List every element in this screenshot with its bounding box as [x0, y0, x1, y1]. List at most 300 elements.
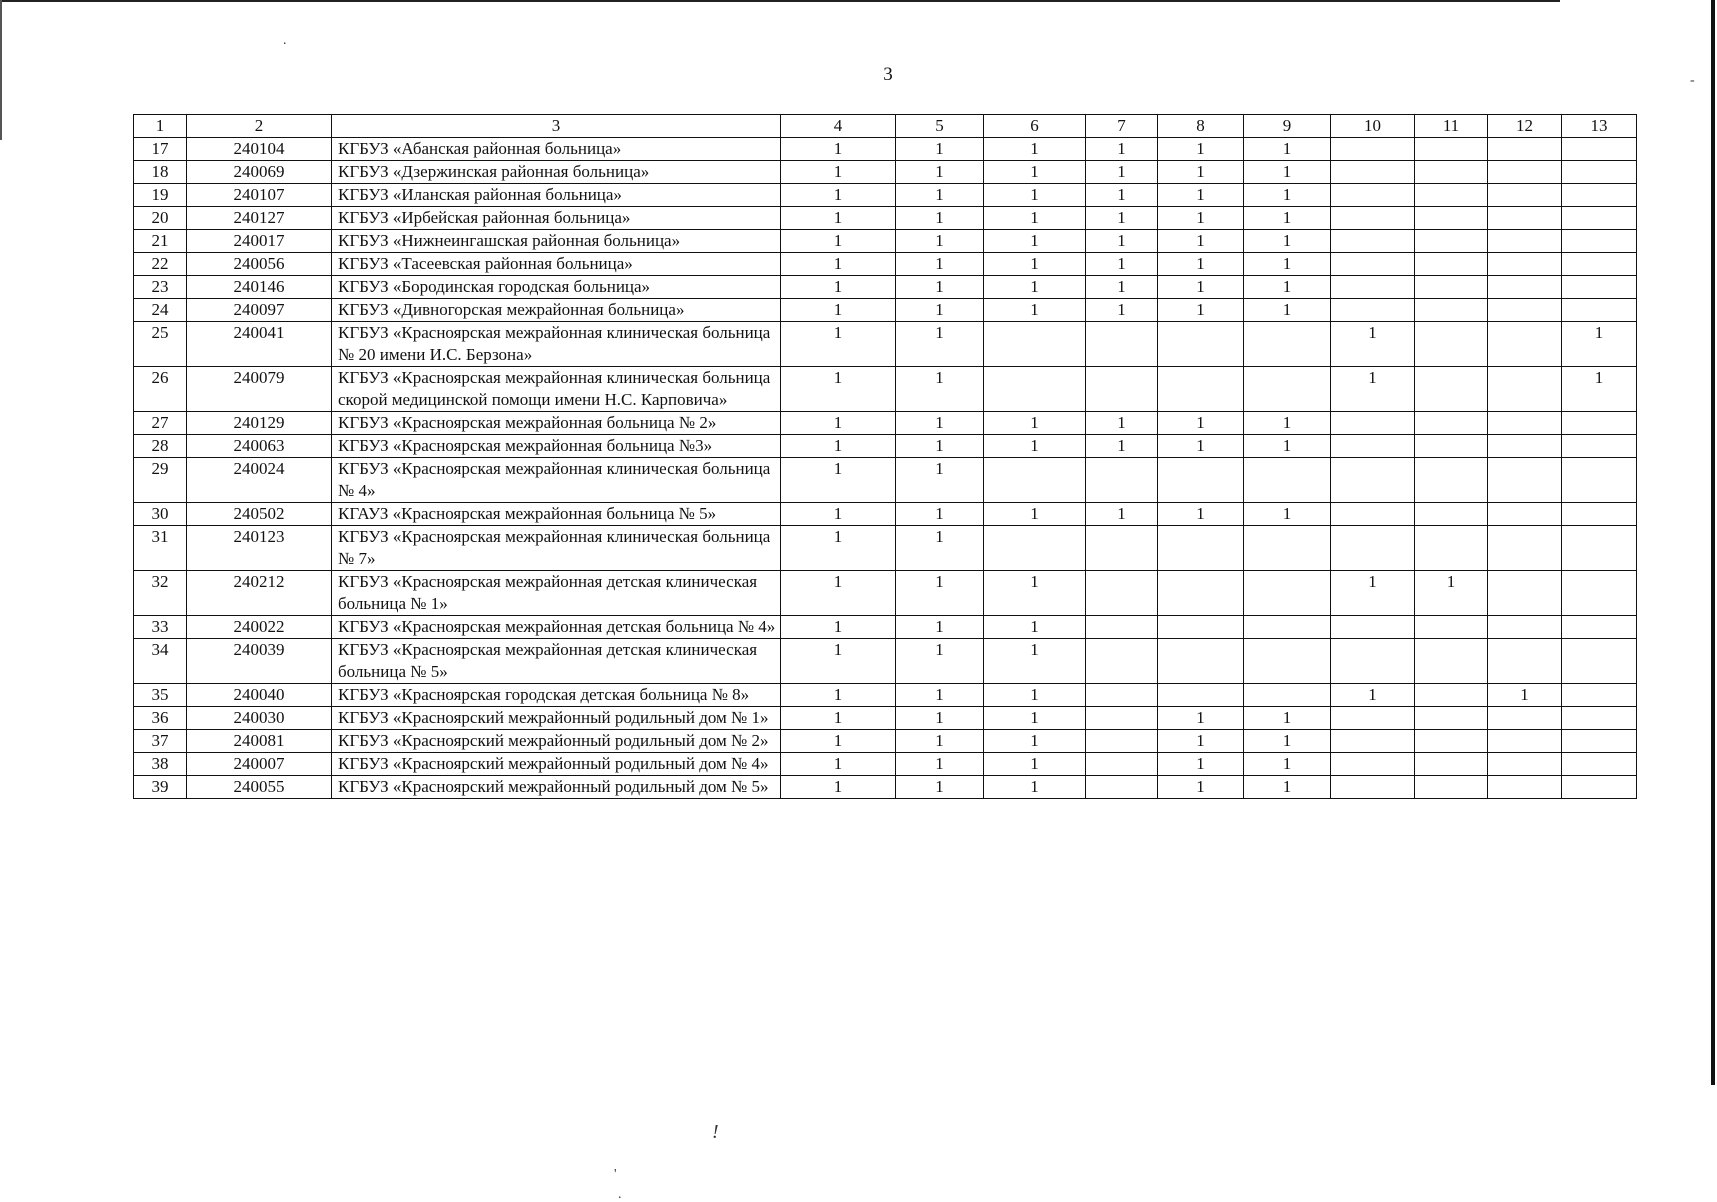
row-number-cell: 19: [134, 184, 187, 207]
value-cell-col-6: 1: [984, 184, 1086, 207]
organization-name-cell: КГБУЗ «Красноярский межрайонный родильный дом № 5»: [332, 776, 781, 799]
row-number-cell: 26: [134, 367, 187, 412]
organization-name-cell: КГБУЗ «Красноярская межрайонная больница №3»: [332, 435, 781, 458]
value-cell-col-11: [1415, 184, 1488, 207]
row-number-cell: 28: [134, 435, 187, 458]
row-number-cell: 36: [134, 707, 187, 730]
value-cell-col-10: 1: [1331, 571, 1415, 616]
row-number-cell: 34: [134, 639, 187, 684]
code-cell: 240097: [187, 299, 332, 322]
value-cell-col-7: 1: [1086, 503, 1158, 526]
table-row: [134, 367, 1637, 412]
value-cell-col-10: [1331, 458, 1415, 503]
organization-name-cell: КГБУЗ «Иланская районная больница»: [332, 184, 781, 207]
stray-mark: -: [1690, 73, 1695, 88]
organization-name-cell: КГБУЗ «Нижнеингашская районная больница»: [332, 230, 781, 253]
organization-name-cell: КГБУЗ «Красноярская межрайонная клиническая больница скорой медицинской помощи имени Н.С. Карповича»: [332, 367, 781, 412]
value-cell-col-4: 1: [781, 707, 896, 730]
value-cell-col-11: [1415, 526, 1488, 571]
header-cell: 2: [187, 115, 332, 138]
table-row: [134, 753, 1637, 776]
value-cell-col-12: [1488, 776, 1562, 799]
value-cell-col-6: 1: [984, 616, 1086, 639]
organization-name-cell: КГБУЗ «Ирбейская районная больница»: [332, 207, 781, 230]
value-cell-col-7: [1086, 458, 1158, 503]
value-cell-col-7: 1: [1086, 207, 1158, 230]
value-cell-col-11: [1415, 730, 1488, 753]
value-cell-col-8: 1: [1158, 138, 1244, 161]
value-cell-col-5: 1: [896, 412, 984, 435]
header-row: [134, 115, 1637, 138]
value-cell-col-12: [1488, 367, 1562, 412]
value-cell-col-4: 1: [781, 684, 896, 707]
row-number-cell: 25: [134, 322, 187, 367]
value-cell-col-9: [1244, 367, 1331, 412]
table-row: [134, 571, 1637, 616]
value-cell-col-10: [1331, 184, 1415, 207]
value-cell-col-5: 1: [896, 322, 984, 367]
value-cell-col-10: [1331, 138, 1415, 161]
value-cell-col-7: 1: [1086, 253, 1158, 276]
value-cell-col-4: 1: [781, 435, 896, 458]
organization-name-cell: КГАУЗ «Красноярская межрайонная больница № 5»: [332, 503, 781, 526]
value-cell-col-11: [1415, 639, 1488, 684]
value-cell-col-10: [1331, 526, 1415, 571]
value-cell-col-5: 1: [896, 458, 984, 503]
value-cell-col-6: 1: [984, 503, 1086, 526]
row-number-cell: 22: [134, 253, 187, 276]
code-cell: 240017: [187, 230, 332, 253]
value-cell-col-7: [1086, 571, 1158, 616]
value-cell-col-7: 1: [1086, 184, 1158, 207]
value-cell-col-6: [984, 458, 1086, 503]
organization-name-cell: КГБУЗ «Бородинская городская больница»: [332, 276, 781, 299]
page-right-edge: [1711, 0, 1715, 1085]
row-number-cell: 18: [134, 161, 187, 184]
value-cell-col-7: 1: [1086, 161, 1158, 184]
value-cell-col-10: [1331, 730, 1415, 753]
value-cell-col-10: [1331, 161, 1415, 184]
organization-name-cell: КГБУЗ «Тасеевская районная больница»: [332, 253, 781, 276]
value-cell-col-5: 1: [896, 503, 984, 526]
value-cell-col-6: 1: [984, 776, 1086, 799]
organization-name-cell: КГБУЗ «Красноярский межрайонный родильный дом № 4»: [332, 753, 781, 776]
value-cell-col-9: 1: [1244, 435, 1331, 458]
value-cell-col-9: 1: [1244, 207, 1331, 230]
table-row: [134, 207, 1637, 230]
value-cell-col-8: [1158, 571, 1244, 616]
value-cell-col-6: [984, 367, 1086, 412]
value-cell-col-4: 1: [781, 503, 896, 526]
organization-name-cell: КГБУЗ «Красноярская межрайонная детская клиническая больница № 5»: [332, 639, 781, 684]
table-body: [134, 138, 1637, 799]
row-number-cell: 37: [134, 730, 187, 753]
organization-name-cell: КГБУЗ «Красноярская межрайонная детская клиническая больница № 1»: [332, 571, 781, 616]
code-cell: 240129: [187, 412, 332, 435]
value-cell-col-13: [1562, 412, 1637, 435]
value-cell-col-9: [1244, 571, 1331, 616]
value-cell-col-5: 1: [896, 753, 984, 776]
value-cell-col-7: [1086, 367, 1158, 412]
code-cell: 240007: [187, 753, 332, 776]
value-cell-col-4: 1: [781, 367, 896, 412]
value-cell-col-9: 1: [1244, 753, 1331, 776]
value-cell-col-9: 1: [1244, 276, 1331, 299]
value-cell-col-12: [1488, 184, 1562, 207]
code-cell: 240127: [187, 207, 332, 230]
value-cell-col-13: [1562, 526, 1637, 571]
table-row: [134, 458, 1637, 503]
value-cell-col-4: 1: [781, 776, 896, 799]
value-cell-col-12: [1488, 753, 1562, 776]
value-cell-col-13: [1562, 503, 1637, 526]
organization-name-cell: КГБУЗ «Красноярская городская детская больница № 8»: [332, 684, 781, 707]
value-cell-col-13: [1562, 435, 1637, 458]
table-row: [134, 276, 1637, 299]
value-cell-col-8: 1: [1158, 435, 1244, 458]
value-cell-col-10: [1331, 435, 1415, 458]
value-cell-col-12: [1488, 730, 1562, 753]
value-cell-col-13: [1562, 616, 1637, 639]
value-cell-col-5: 1: [896, 639, 984, 684]
value-cell-col-9: [1244, 526, 1331, 571]
value-cell-col-5: 1: [896, 184, 984, 207]
value-cell-col-8: 1: [1158, 276, 1244, 299]
value-cell-col-7: 1: [1086, 230, 1158, 253]
value-cell-col-11: 1: [1415, 571, 1488, 616]
value-cell-col-11: [1415, 707, 1488, 730]
table-row: [134, 161, 1637, 184]
code-cell: 240212: [187, 571, 332, 616]
page-number: 3: [883, 64, 893, 85]
value-cell-col-8: 1: [1158, 753, 1244, 776]
organization-name-cell: КГБУЗ «Красноярская межрайонная клиническая больница № 20 имени И.С. Берзона»: [332, 322, 781, 367]
table-row: [134, 184, 1637, 207]
value-cell-col-6: 1: [984, 207, 1086, 230]
value-cell-col-13: [1562, 161, 1637, 184]
row-number-cell: 30: [134, 503, 187, 526]
code-cell: 240056: [187, 253, 332, 276]
header-cell: 10: [1331, 115, 1415, 138]
value-cell-col-13: 1: [1562, 367, 1637, 412]
value-cell-col-9: 1: [1244, 707, 1331, 730]
code-cell: 240024: [187, 458, 332, 503]
organization-name-cell: КГБУЗ «Красноярская межрайонная больница № 2»: [332, 412, 781, 435]
value-cell-col-10: 1: [1331, 367, 1415, 412]
value-cell-col-6: 1: [984, 299, 1086, 322]
organization-name-cell: КГБУЗ «Дивногорская межрайонная больница»: [332, 299, 781, 322]
value-cell-col-4: 1: [781, 639, 896, 684]
value-cell-col-4: 1: [781, 458, 896, 503]
row-number-cell: 20: [134, 207, 187, 230]
header-cell: 6: [984, 115, 1086, 138]
table-row: [134, 730, 1637, 753]
value-cell-col-11: [1415, 253, 1488, 276]
value-cell-col-11: [1415, 230, 1488, 253]
value-cell-col-4: 1: [781, 616, 896, 639]
row-number-cell: 35: [134, 684, 187, 707]
value-cell-col-7: [1086, 707, 1158, 730]
row-number-cell: 17: [134, 138, 187, 161]
organization-name-cell: КГБУЗ «Красноярский межрайонный родильный дом № 1»: [332, 707, 781, 730]
value-cell-col-8: 1: [1158, 707, 1244, 730]
value-cell-col-9: 1: [1244, 230, 1331, 253]
value-cell-col-6: 1: [984, 276, 1086, 299]
row-number-cell: 24: [134, 299, 187, 322]
value-cell-col-4: 1: [781, 276, 896, 299]
table-row: [134, 616, 1637, 639]
table-row: [134, 253, 1637, 276]
value-cell-col-8: [1158, 616, 1244, 639]
value-cell-col-12: 1: [1488, 684, 1562, 707]
value-cell-col-10: [1331, 753, 1415, 776]
value-cell-col-13: [1562, 639, 1637, 684]
value-cell-col-9: 1: [1244, 161, 1331, 184]
value-cell-col-8: 1: [1158, 207, 1244, 230]
value-cell-col-9: 1: [1244, 184, 1331, 207]
value-cell-col-6: 1: [984, 571, 1086, 616]
value-cell-col-13: [1562, 253, 1637, 276]
value-cell-col-5: 1: [896, 526, 984, 571]
value-cell-col-5: 1: [896, 161, 984, 184]
value-cell-col-6: 1: [984, 230, 1086, 253]
value-cell-col-10: [1331, 299, 1415, 322]
value-cell-col-4: 1: [781, 299, 896, 322]
value-cell-col-8: 1: [1158, 253, 1244, 276]
header-cell: 11: [1415, 115, 1488, 138]
value-cell-col-5: 1: [896, 435, 984, 458]
table-row: [134, 435, 1637, 458]
header-cell: 1: [134, 115, 187, 138]
value-cell-col-11: [1415, 503, 1488, 526]
value-cell-col-6: 1: [984, 684, 1086, 707]
value-cell-col-10: [1331, 276, 1415, 299]
value-cell-col-6: 1: [984, 707, 1086, 730]
header-cell: 13: [1562, 115, 1637, 138]
value-cell-col-11: [1415, 138, 1488, 161]
value-cell-col-4: 1: [781, 322, 896, 367]
value-cell-col-10: [1331, 503, 1415, 526]
code-cell: 240107: [187, 184, 332, 207]
value-cell-col-7: [1086, 616, 1158, 639]
value-cell-col-11: [1415, 412, 1488, 435]
value-cell-col-9: 1: [1244, 253, 1331, 276]
value-cell-col-13: [1562, 707, 1637, 730]
header-cell: 4: [781, 115, 896, 138]
value-cell-col-13: [1562, 458, 1637, 503]
value-cell-col-8: 1: [1158, 776, 1244, 799]
value-cell-col-7: [1086, 639, 1158, 684]
value-cell-col-5: 1: [896, 730, 984, 753]
value-cell-col-4: 1: [781, 138, 896, 161]
value-cell-col-6: 1: [984, 639, 1086, 684]
value-cell-col-10: [1331, 207, 1415, 230]
header-cell: 7: [1086, 115, 1158, 138]
value-cell-col-12: [1488, 707, 1562, 730]
value-cell-col-6: 1: [984, 435, 1086, 458]
value-cell-col-10: [1331, 639, 1415, 684]
value-cell-col-13: 1: [1562, 322, 1637, 367]
value-cell-col-13: [1562, 207, 1637, 230]
page-top-edge: [0, 0, 1560, 2]
organization-name-cell: КГБУЗ «Красноярская межрайонная клиническая больница № 4»: [332, 458, 781, 503]
value-cell-col-9: [1244, 639, 1331, 684]
value-cell-col-12: [1488, 526, 1562, 571]
value-cell-col-8: 1: [1158, 503, 1244, 526]
stray-mark: .: [283, 33, 287, 48]
organization-name-cell: КГБУЗ «Красноярская межрайонная клиническая больница № 7»: [332, 526, 781, 571]
value-cell-col-12: [1488, 207, 1562, 230]
code-cell: 240079: [187, 367, 332, 412]
value-cell-col-13: [1562, 753, 1637, 776]
code-cell: 240041: [187, 322, 332, 367]
table-row: [134, 138, 1637, 161]
value-cell-col-9: 1: [1244, 412, 1331, 435]
code-cell: 240030: [187, 707, 332, 730]
code-cell: 240146: [187, 276, 332, 299]
value-cell-col-7: 1: [1086, 299, 1158, 322]
value-cell-col-6: 1: [984, 138, 1086, 161]
stray-mark: !: [712, 1121, 719, 1143]
value-cell-col-9: [1244, 616, 1331, 639]
code-cell: 240081: [187, 730, 332, 753]
value-cell-col-12: [1488, 435, 1562, 458]
value-cell-col-4: 1: [781, 526, 896, 571]
value-cell-col-6: [984, 526, 1086, 571]
value-cell-col-5: 1: [896, 367, 984, 412]
value-cell-col-9: 1: [1244, 299, 1331, 322]
value-cell-col-8: 1: [1158, 184, 1244, 207]
value-cell-col-11: [1415, 161, 1488, 184]
value-cell-col-13: [1562, 184, 1637, 207]
value-cell-col-10: [1331, 412, 1415, 435]
code-cell: 240040: [187, 684, 332, 707]
code-cell: 240123: [187, 526, 332, 571]
value-cell-col-11: [1415, 322, 1488, 367]
value-cell-col-12: [1488, 412, 1562, 435]
code-cell: 240104: [187, 138, 332, 161]
value-cell-col-9: 1: [1244, 138, 1331, 161]
value-cell-col-12: [1488, 458, 1562, 503]
value-cell-col-7: [1086, 322, 1158, 367]
hospital-table: [133, 114, 1637, 799]
value-cell-col-5: 1: [896, 776, 984, 799]
value-cell-col-9: 1: [1244, 776, 1331, 799]
value-cell-col-13: [1562, 138, 1637, 161]
value-cell-col-4: 1: [781, 412, 896, 435]
value-cell-col-4: 1: [781, 753, 896, 776]
value-cell-col-10: 1: [1331, 322, 1415, 367]
value-cell-col-10: [1331, 253, 1415, 276]
value-cell-col-11: [1415, 458, 1488, 503]
value-cell-col-12: [1488, 322, 1562, 367]
stray-mark: .: [618, 1187, 622, 1202]
value-cell-col-13: [1562, 684, 1637, 707]
value-cell-col-7: [1086, 730, 1158, 753]
row-number-cell: 23: [134, 276, 187, 299]
value-cell-col-11: [1415, 276, 1488, 299]
row-number-cell: 33: [134, 616, 187, 639]
value-cell-col-10: [1331, 707, 1415, 730]
organization-name-cell: КГБУЗ «Дзержинская районная больница»: [332, 161, 781, 184]
value-cell-col-6: 1: [984, 161, 1086, 184]
organization-name-cell: КГБУЗ «Абанская районная больница»: [332, 138, 781, 161]
row-number-cell: 27: [134, 412, 187, 435]
value-cell-col-8: [1158, 458, 1244, 503]
page-left-edge: [0, 0, 2, 140]
value-cell-col-5: 1: [896, 276, 984, 299]
value-cell-col-11: [1415, 753, 1488, 776]
table-row: [134, 230, 1637, 253]
value-cell-col-9: [1244, 458, 1331, 503]
value-cell-col-7: 1: [1086, 276, 1158, 299]
header-cell: 5: [896, 115, 984, 138]
value-cell-col-7: [1086, 753, 1158, 776]
code-cell: 240502: [187, 503, 332, 526]
value-cell-col-11: [1415, 299, 1488, 322]
row-number-cell: 32: [134, 571, 187, 616]
value-cell-col-11: [1415, 776, 1488, 799]
value-cell-col-13: [1562, 299, 1637, 322]
value-cell-col-6: 1: [984, 730, 1086, 753]
value-cell-col-9: [1244, 684, 1331, 707]
code-cell: 240063: [187, 435, 332, 458]
value-cell-col-12: [1488, 571, 1562, 616]
value-cell-col-4: 1: [781, 184, 896, 207]
value-cell-col-11: [1415, 435, 1488, 458]
value-cell-col-5: 1: [896, 616, 984, 639]
value-cell-col-11: [1415, 207, 1488, 230]
value-cell-col-8: [1158, 367, 1244, 412]
value-cell-col-8: [1158, 639, 1244, 684]
value-cell-col-8: [1158, 684, 1244, 707]
value-cell-col-5: 1: [896, 207, 984, 230]
table-row: [134, 707, 1637, 730]
value-cell-col-6: 1: [984, 412, 1086, 435]
value-cell-col-8: [1158, 526, 1244, 571]
value-cell-col-8: 1: [1158, 299, 1244, 322]
value-cell-col-4: 1: [781, 161, 896, 184]
value-cell-col-12: [1488, 230, 1562, 253]
code-cell: 240055: [187, 776, 332, 799]
header-cell: 12: [1488, 115, 1562, 138]
header-cell: 3: [332, 115, 781, 138]
value-cell-col-12: [1488, 503, 1562, 526]
value-cell-col-13: [1562, 571, 1637, 616]
value-cell-col-8: [1158, 322, 1244, 367]
value-cell-col-6: [984, 322, 1086, 367]
row-number-cell: 38: [134, 753, 187, 776]
value-cell-col-13: [1562, 230, 1637, 253]
value-cell-col-4: 1: [781, 253, 896, 276]
value-cell-col-5: 1: [896, 684, 984, 707]
value-cell-col-13: [1562, 776, 1637, 799]
value-cell-col-8: 1: [1158, 230, 1244, 253]
table-row: [134, 776, 1637, 799]
stray-mark: ': [614, 1167, 617, 1182]
value-cell-col-12: [1488, 639, 1562, 684]
value-cell-col-11: [1415, 367, 1488, 412]
table-row: [134, 639, 1637, 684]
value-cell-col-12: [1488, 161, 1562, 184]
header-cell: 8: [1158, 115, 1244, 138]
value-cell-col-10: [1331, 616, 1415, 639]
table-header: [134, 115, 1637, 138]
value-cell-col-4: 1: [781, 207, 896, 230]
organization-name-cell: КГБУЗ «Красноярский межрайонный родильный дом № 2»: [332, 730, 781, 753]
code-cell: 240039: [187, 639, 332, 684]
value-cell-col-6: 1: [984, 253, 1086, 276]
